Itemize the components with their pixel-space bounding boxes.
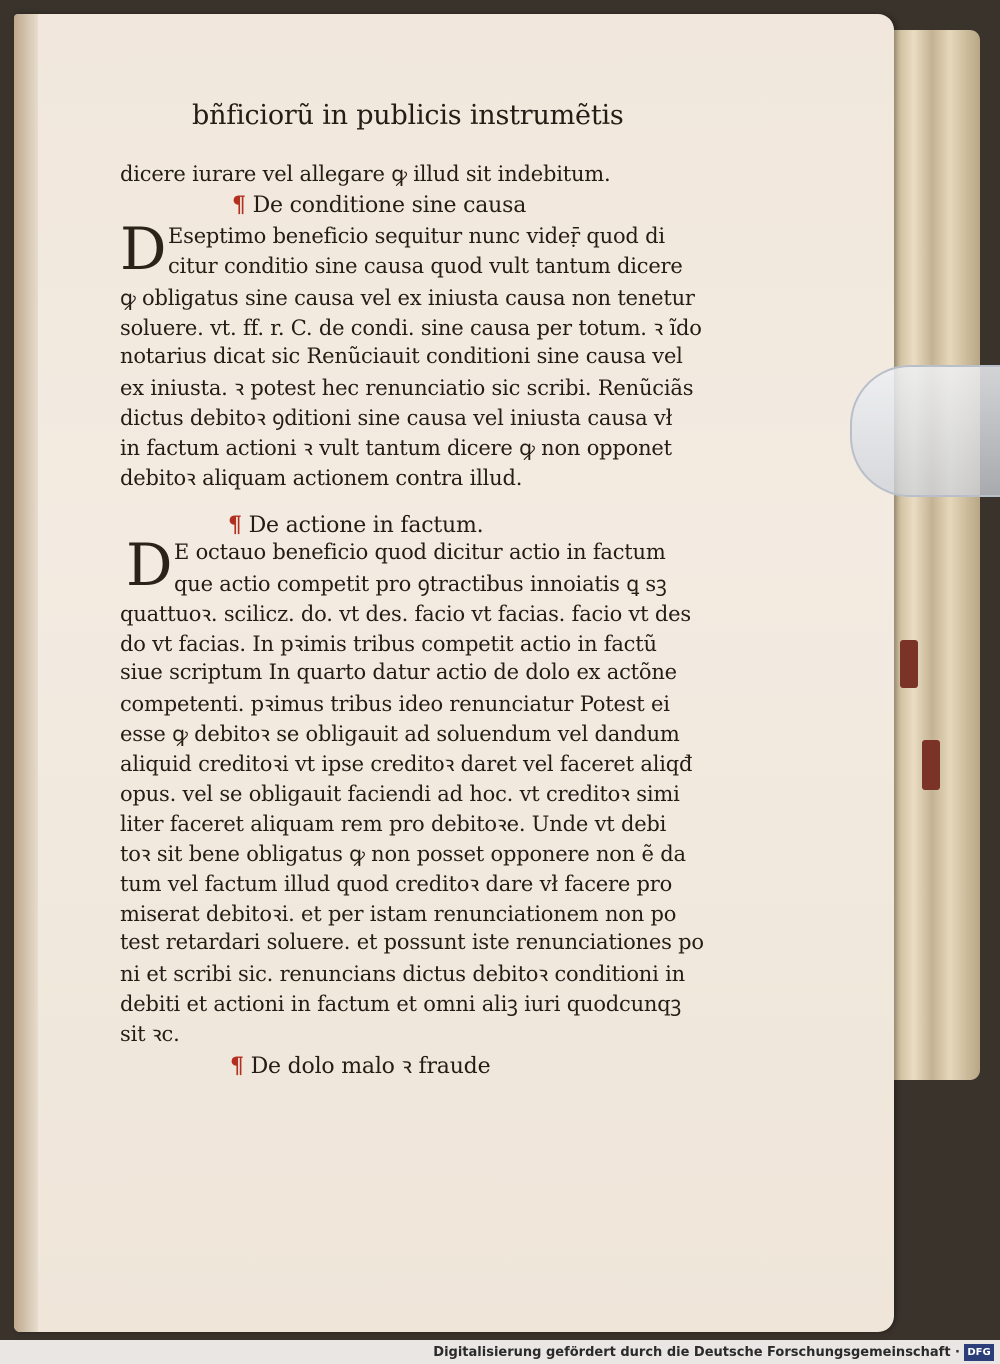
pilcrow-icon: ¶: [232, 192, 246, 218]
text-line: notarius dicat sic Renũciauit conditioni sine causa vel: [120, 344, 683, 368]
text-line: soluere. vt. ff. r. C. de condi. sine causa per totum. ꝛ ĩdo: [120, 316, 702, 340]
text-line: Eseptimo beneficio sequitur nunc videṝ quod di: [168, 224, 665, 248]
bookmark-ribbon: [900, 640, 918, 688]
pilcrow-icon: ¶: [230, 1053, 244, 1079]
initial-letter: D: [126, 531, 173, 599]
text-line: toꝛ sit bene obligatus ꝙ non posset opponere non ẽ da: [120, 842, 686, 866]
page-clip: [850, 365, 1000, 497]
text-line: opus. vel se obligauit faciendi ad hoc. vt creditoꝛ simi: [120, 782, 680, 806]
text-line: siue scriptum In quarto datur actio de dolo ex actõne: [120, 660, 677, 684]
text-line: dictus debitoꝛ ꝯditioni sine causa vel iniusta causa vł: [120, 406, 673, 430]
running-heading: bñficiorũ in publicis instrumẽtis: [192, 100, 624, 131]
page-gutter: [14, 14, 38, 1332]
text-line: citur conditio sine causa quod vult tantum dicere: [168, 254, 683, 278]
text-line: dicere iurare vel allegare ꝙ illud sit indebitum.: [120, 162, 611, 186]
text-line: tum vel factum illud quod creditoꝛ dare vł facere pro: [120, 872, 673, 896]
text-line: esse ꝙ debitoꝛ se obligauit ad soluendum vel dandum: [120, 722, 680, 746]
initial-letter: D: [120, 215, 167, 283]
pilcrow-icon: ¶: [228, 512, 242, 538]
footer-bar: [0, 1342, 1000, 1364]
bookmark-ribbon: [922, 740, 940, 790]
funding-credit: Digitalisierung gefördert durch die Deutsche Forschungsgemeinschaft ·: [433, 1345, 960, 1360]
section-heading: ¶ De actione in factum.: [228, 512, 484, 538]
text-line: E octauo beneficio quod dicitur actio in factum: [174, 540, 666, 564]
text-line: aliquid creditoꝛi vt ipse creditoꝛ daret vel faceret aliqđ: [120, 752, 693, 776]
section-heading: ¶ De conditione sine causa: [232, 192, 527, 218]
text-line: do vt facias. In pꝛimis tribus competit actio in factũ: [120, 632, 657, 656]
text-line: test retardari soluere. et possunt iste renunciationes po: [120, 930, 704, 954]
text-line: quattuoꝛ. scilicz. do. vt des. facio vt facias. facio vt des: [120, 602, 691, 626]
text-line: competenti. pꝛimus tribus ideo renunciatur Potest ei: [120, 692, 670, 716]
text-line: debiti et actioni in factum et omni aliꝫ iuri quodcunqꝫ: [120, 992, 682, 1016]
text-line: sit ꝛc.: [120, 1022, 180, 1046]
section-heading: ¶ De dolo malo ꝛ fraude: [230, 1053, 491, 1079]
text-line: ex iniusta. ꝛ potest hec renunciatio sic scribi. Renũciãs: [120, 376, 694, 400]
text-line: ni et scribi sic. renuncians dictus debitoꝛ conditioni in: [120, 962, 685, 986]
text-line: ꝙ obligatus sine causa vel ex iniusta causa non tenetur: [120, 286, 695, 310]
text-line: in factum actioni ꝛ vult tantum dicere ꝙ non opponet: [120, 436, 672, 460]
text-line: que actio competit pro ꝯtractibus innoiatis ꝗ sꝫ: [174, 572, 667, 596]
dfg-logo: DFG: [964, 1344, 994, 1361]
text-line: debitoꝛ aliquam actionem contra illud.: [120, 466, 523, 490]
text-line: liter faceret aliquam rem pro debitoꝛe. Unde vt debi: [120, 812, 667, 836]
text-line: miserat debitoꝛi. et per istam renunciationem non po: [120, 902, 677, 926]
